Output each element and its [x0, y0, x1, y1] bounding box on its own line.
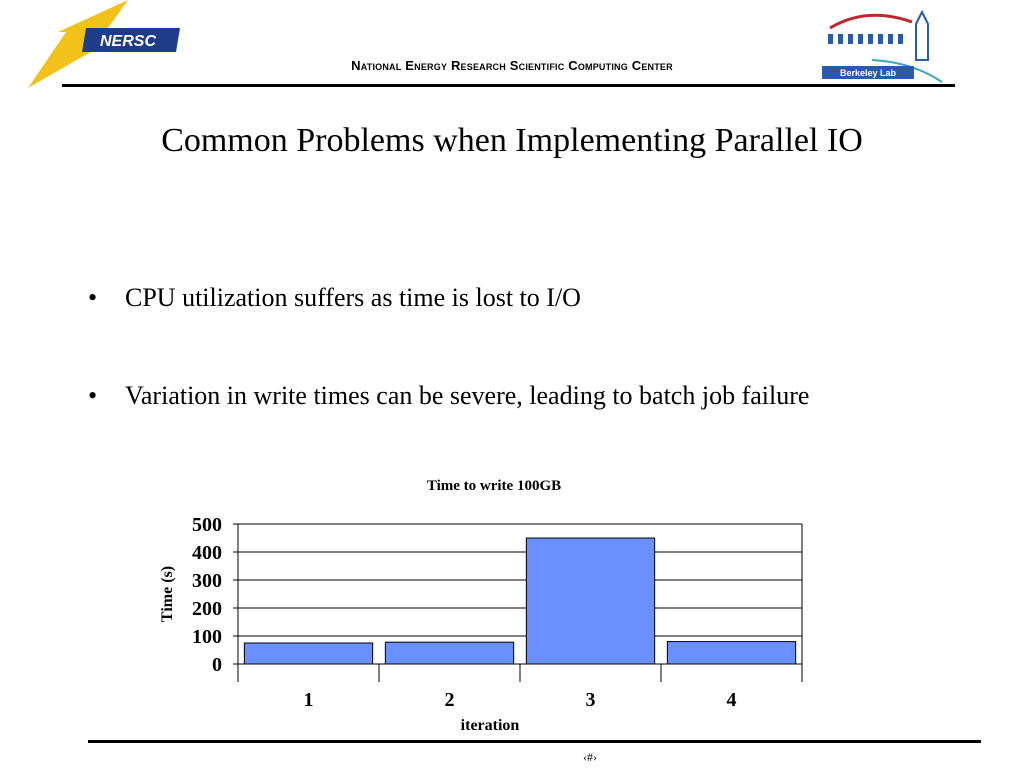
- footer-divider: [88, 740, 981, 743]
- berkeley-lab-text: Berkeley Lab: [839, 68, 897, 78]
- chart-title: Time to write 100GB: [426, 478, 562, 494]
- bullet-item: [88, 376, 948, 416]
- bar: [667, 642, 795, 664]
- y-tick-label: 400: [192, 542, 222, 564]
- bar: [526, 538, 654, 664]
- nersc-logo: [28, 0, 188, 90]
- x-tick-label: 4: [726, 689, 737, 711]
- header-divider: [62, 84, 955, 87]
- y-tick-label: 300: [192, 570, 222, 592]
- organization-name: National Energy Research Scientific Computing Center: [351, 58, 673, 73]
- x-tick-label: 2: [444, 689, 455, 711]
- bars: [244, 538, 795, 664]
- arch-icon: [830, 15, 912, 28]
- y-tick-label: 200: [192, 598, 222, 620]
- bar: [385, 642, 513, 664]
- nersc-logo-text: NERSC: [99, 33, 157, 50]
- x-tick-label: 3: [585, 689, 596, 711]
- x-tick-labels: [304, 689, 737, 711]
- bullet-text: Variation in write times can be severe, leading to batch job failure: [125, 381, 810, 410]
- building-columns-icon: [828, 34, 903, 44]
- bullet-text: CPU utilization suffers as time is lost to I/O: [125, 283, 581, 312]
- bullet-dot-icon: •: [88, 381, 98, 410]
- x-axis-title: iteration: [460, 717, 520, 734]
- tower-icon: [916, 12, 928, 60]
- y-tick-label: 100: [192, 626, 222, 648]
- berkeley-lab-logo: [812, 2, 947, 84]
- slide-title: Common Problems when Implementing Parallel IO: [161, 122, 863, 159]
- write-time-bar-chart: [140, 470, 840, 740]
- page-number: ‹#›: [583, 750, 597, 764]
- x-tick-label: 1: [303, 689, 314, 711]
- bar: [244, 643, 372, 664]
- y-axis-title: Time (s): [159, 565, 176, 623]
- y-tick-label: 500: [192, 514, 222, 536]
- bullet-dot-icon: •: [88, 283, 98, 312]
- y-tick-labels: [192, 514, 222, 676]
- y-tick-label: 0: [212, 654, 222, 676]
- bullet-item: [88, 278, 948, 318]
